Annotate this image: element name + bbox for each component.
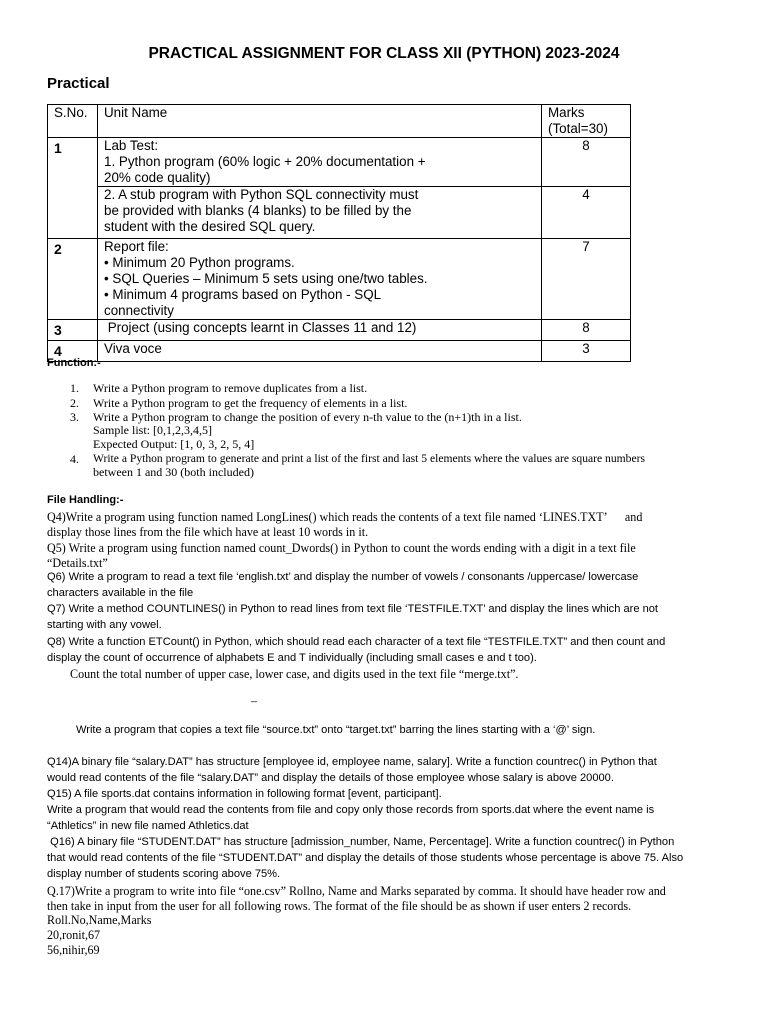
question-line: display number of students scoring above 75%. <box>47 868 281 880</box>
unit-line: 2. A stub program with Python SQL connectivity must <box>104 187 419 202</box>
unit-name-cell <box>98 341 542 362</box>
marks-cell: 8 <box>542 320 631 341</box>
list-item: Write a Python program to change the position of every n-th value to the (n+1)th in a list. <box>93 410 522 424</box>
list-item-number: 3. <box>70 410 79 424</box>
unit-line: be provided with blanks (4 blanks) to be filled by the <box>104 203 412 218</box>
question-line: would read contents of the file “salary.DAT” and display the details of those employee whose salary is above 20000. <box>47 772 614 784</box>
question-line: Q14)A binary file “salary.DAT” has structure [employee id, employee name, salary]. Write a function countrec() in Python that <box>47 756 657 768</box>
list-item-continuation: Sample list: [0,1,2,3,4,5] <box>93 423 212 437</box>
unit-name-cell <box>98 138 542 187</box>
list-item-number: 2. <box>70 396 79 410</box>
unit-name-cell <box>98 187 542 239</box>
unit-line: student with the desired SQL query. <box>104 219 316 234</box>
function-heading: Function:- <box>47 357 101 369</box>
header-marks-line1: Marks <box>548 105 585 120</box>
unit-line: • SQL Queries – Minimum 5 sets using one/two tables. <box>104 271 428 286</box>
unit-line: 20% code quality) <box>104 170 211 185</box>
list-item: Write a Python program to generate and print a list of the first and last 5 elements where the values are square numbers <box>93 452 645 465</box>
csv-line: Roll.No,Name,Marks <box>47 913 152 927</box>
question-line: then take in input from the user for all following rows. The format of the file should be as shown if user enters 2 records. <box>47 899 632 913</box>
unit-line: 1. Python program (60% logic + 20% documentation + <box>104 154 426 169</box>
marks-table <box>47 104 631 362</box>
section-title-practical: Practical <box>47 75 110 92</box>
question-line: Q7) Write a method COUNTLINES() in Python to read lines from text file ‘TESTFILE.TXT’ and display the lines which are not <box>47 603 659 615</box>
unit-line: connectivity <box>104 303 174 318</box>
question-line: characters available in the file <box>47 587 194 599</box>
question-line: display those lines from the file which have at least 10 words in it. <box>47 525 369 539</box>
table-header-row <box>48 105 631 138</box>
header-unit-name: Unit Name <box>98 105 542 138</box>
question-line: Q16) A binary file “STUDENT.DAT” has structure [admission_number, Name, Percentage]. Write a function countrec() in Python <box>47 836 675 848</box>
list-item-number: 1. <box>70 381 79 395</box>
header-marks <box>542 105 631 138</box>
document-title: PRACTICAL ASSIGNMENT FOR CLASS XII (PYTHON) 2023-2024 <box>148 45 620 62</box>
unit-line: Report file: <box>104 239 169 254</box>
marks-cell: 3 <box>542 341 631 362</box>
question-line: Q8) Write a function ETCount() in Python, which should read each character of a text file “TESTFILE.TXT” and then count and <box>47 636 666 648</box>
unit-name-cell <box>98 239 542 320</box>
table-row <box>48 187 631 239</box>
row-number: 2 <box>48 239 98 320</box>
dash-mark: – <box>251 694 258 708</box>
question-line: Q6) Write a program to read a text file ‘english.txt’ and display the number of vowels / consonants /uppercase/ lowercase <box>47 571 639 583</box>
marks-cell: 7 <box>542 239 631 320</box>
header-marks-line2: (Total=30) <box>548 121 608 136</box>
csv-line: 56,nihir,69 <box>47 943 100 957</box>
row-number: 1 <box>48 138 98 239</box>
question-line: “Details.txt” <box>47 556 108 570</box>
question-line: Q5) Write a program using function named count_Dwords() in Python to count the words ending with a digit in a text file <box>47 541 636 555</box>
question-line: Write a program that copies a text file “source.txt” onto “target.txt” barring the lines starting with a ‘@’ sign. <box>76 724 596 736</box>
table-row <box>48 138 631 187</box>
question-line: “Athletics” in new file named Athletics.dat <box>47 820 249 832</box>
question-line: that would read contents of the file “STUDENT.DAT” and display the details of those students whose percentage is above 75. Also <box>47 852 684 864</box>
list-item: Write a Python program to get the frequency of elements in a list. <box>93 396 408 410</box>
file-handling-heading: File Handling:- <box>47 494 124 506</box>
question-line: Write a program that would read the contents from file and copy only those records from sports.dat where the event name is <box>47 804 655 816</box>
list-item: Write a Python program to remove duplicates from a list. <box>93 381 368 395</box>
csv-line: 20,ronit,67 <box>47 928 101 942</box>
table-row <box>48 341 631 362</box>
marks-cell: 8 <box>542 138 631 187</box>
unit-name-cell <box>98 320 542 341</box>
table-row <box>48 320 631 341</box>
list-item-continuation: between 1 and 30 (both included) <box>93 465 254 479</box>
unit-line: Lab Test: <box>104 138 159 153</box>
unit-line: Project (using concepts learnt in Classes 11 and 12) <box>104 320 417 335</box>
row-number: 4 <box>48 341 98 362</box>
question-line: display the count of occurrence of alphabets E and T individually (including small cases e and t too). <box>47 652 537 664</box>
marks-cell: 4 <box>542 187 631 239</box>
unit-line: Viva voce <box>104 341 162 356</box>
question-line: Count the total number of upper case, lower case, and digits used in the text file “merge.txt”. <box>70 667 519 681</box>
unit-line: • Minimum 4 programs based on Python - SQL <box>104 287 382 302</box>
list-item-number: 4. <box>70 452 79 466</box>
question-line: Q.17)Write a program to write into file “one.csv” Rollno, Name and Marks separated by comma. It should have header row and <box>47 884 666 898</box>
question-line: Q15) A file sports.dat contains information in following format [event, participant]. <box>47 788 442 800</box>
unit-line: • Minimum 20 Python programs. <box>104 255 295 270</box>
header-sno: S.No. <box>48 105 98 138</box>
list-item-continuation: Expected Output: [1, 0, 3, 2, 5, 4] <box>93 437 255 451</box>
question-line: starting with any vowel. <box>47 619 162 631</box>
row-number: 3 <box>48 320 98 341</box>
question-line: Q4)Write a program using function named LongLines() which reads the contents of a text file named ‘LINES.TXT’ and <box>47 510 643 524</box>
table-row <box>48 239 631 320</box>
